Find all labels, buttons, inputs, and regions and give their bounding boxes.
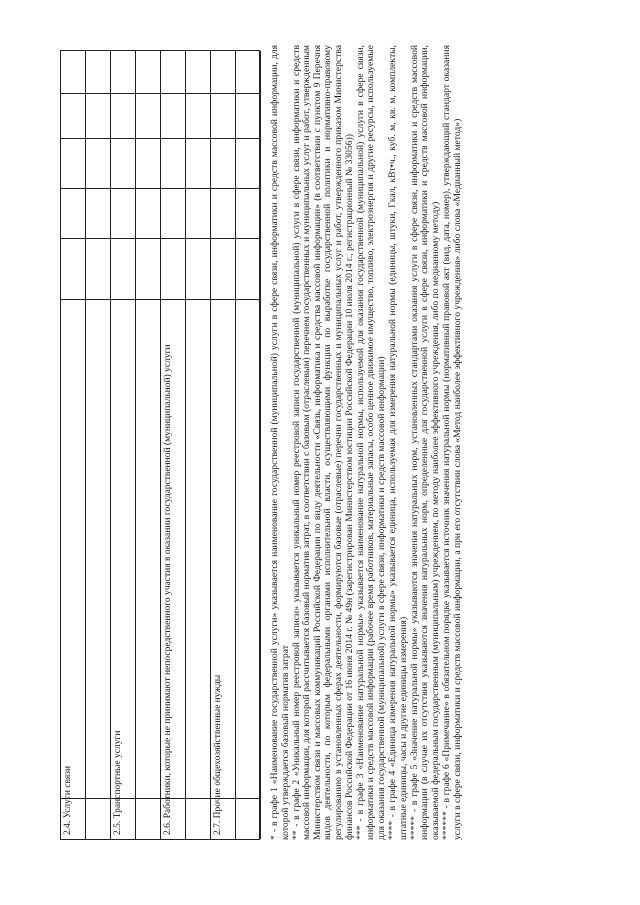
table-row [236,51,261,839]
table-row [211,51,236,839]
table-row [111,51,136,839]
table-row [61,51,86,839]
table-row [86,51,111,839]
table-cell-name [236,299,260,839]
table-cell-name [86,299,110,839]
table-cell-name: 2.7. Прочие общехозяйственные нужды [211,299,235,839]
footnotes [270,45,464,840]
footnote-3: *** - в графе 3 «Наименование натуральной нормы» указывается наименование натуральной нормы, используемой для оказания государственной (муниципальной) услуги в сфере связи, информатики и средств массовой информации (рабочее время работников, материальные запасы, особо ценное движимое имущество, топливо, электроэнергия и другие ресурсы, используемые для оказания государственной (муниципальной) услуги в сфере связи, информатики и средств массовой информации) [354,45,387,840]
table-cell-name [186,299,210,839]
table-column-divider [61,798,259,799]
footnote-1: * - в графе 1 «Наименование государственной услуги» указывается наименование государственной (муниципальной) услуги в сфере связи, информатики и средств массовой информации, для которой утверждается базовый норматив затрат [269,45,291,840]
table-column-divider [61,138,259,139]
norms-table [60,50,260,840]
footnote-5: ***** - в графе 5 «Значение натуральной нормы» указываются значения натуральных норм, установленных стандартами оказания услуги в сфере связи, информатики и средств массовой информации (в случае их отсутствия указываются значения натуральных норм, определенные для государственной услуги в сфере связи, информатики и средств массовой информации, оказываемой федеральным государственным (муниципальным) учреждением, по методу наиболее эффективного учреждения, либо по медианному методу) [408,45,441,840]
table-cell-name: 2.4. Услуги связи [61,299,85,839]
table-column-divider [61,93,259,94]
table-column-divider [61,238,259,239]
table-row [136,51,161,839]
footnote-6: ****** - в графе 6 «Примечание» в обязательном порядке указывается источник значения натуральной нормы (нормативный правовой акт (вид, дата, номер), утверждающий стандарт оказания услуги в сфере связи, информатики и средств массовой информации, а при его отсутствии слова «Метод наиболее эффективного учреждения» либо слова «Медианный метод») [441,45,463,840]
footnote-4: **** - в графе 4 «Единица измерения натуральной нормы» указывается единица, используемая для измерения натуральной нормы (единицы, штуки, Гкал, кВт•ч., куб. м, кв. м, комплекты, штатные единицы, часы и другие единицы измерения) [387,45,409,840]
table-cell-name: 2.6. Работники, которые не принимают непосредственного участия в оказании государственной (муниципальной) услуги [161,299,185,839]
table-cell-name [136,299,160,839]
table-row [161,51,186,839]
footnote-2: ** - в графе 2 «Уникальный номер реестровой записи» указывается уникальный номер реестровой записи государственной (муниципальной) услуги в сфере связи, информатики и средств массовой информации, для которой рассчитывается базовый норматив затрат, в соответствии с базовым (отраслевым) перечнем государственных и муниципальных услуг и работ, утвержденным Министерством связи и массовых коммуникаций Российской Федерации по виду деятельности «Связь, информатика и средства массовой информации» (в соответствии с пунктом 9 Перечня видов деятельности, по которым федеральными органами исполнительной власти, осуществляющими функции по выработке государственной политики и нормативно-правовому регулированию в установленных сферах деятельности, формируются базовые (отраслевые) перечни государственных и муниципальных услуг и работ, утвержденного приказом Министерства финансов Российской Федерации от 16 июня 2014 г. № 49н (зарегистрирован Министерством юстиции Российской Федерации 10 июля 2014 г., регистрационный № 33056)) [290,45,355,840]
rotated-document-page [20,20,620,880]
table-cell-name: 2.5. Транспортные услуги [111,299,135,839]
table-column-divider [61,188,259,189]
table-row [186,51,211,839]
